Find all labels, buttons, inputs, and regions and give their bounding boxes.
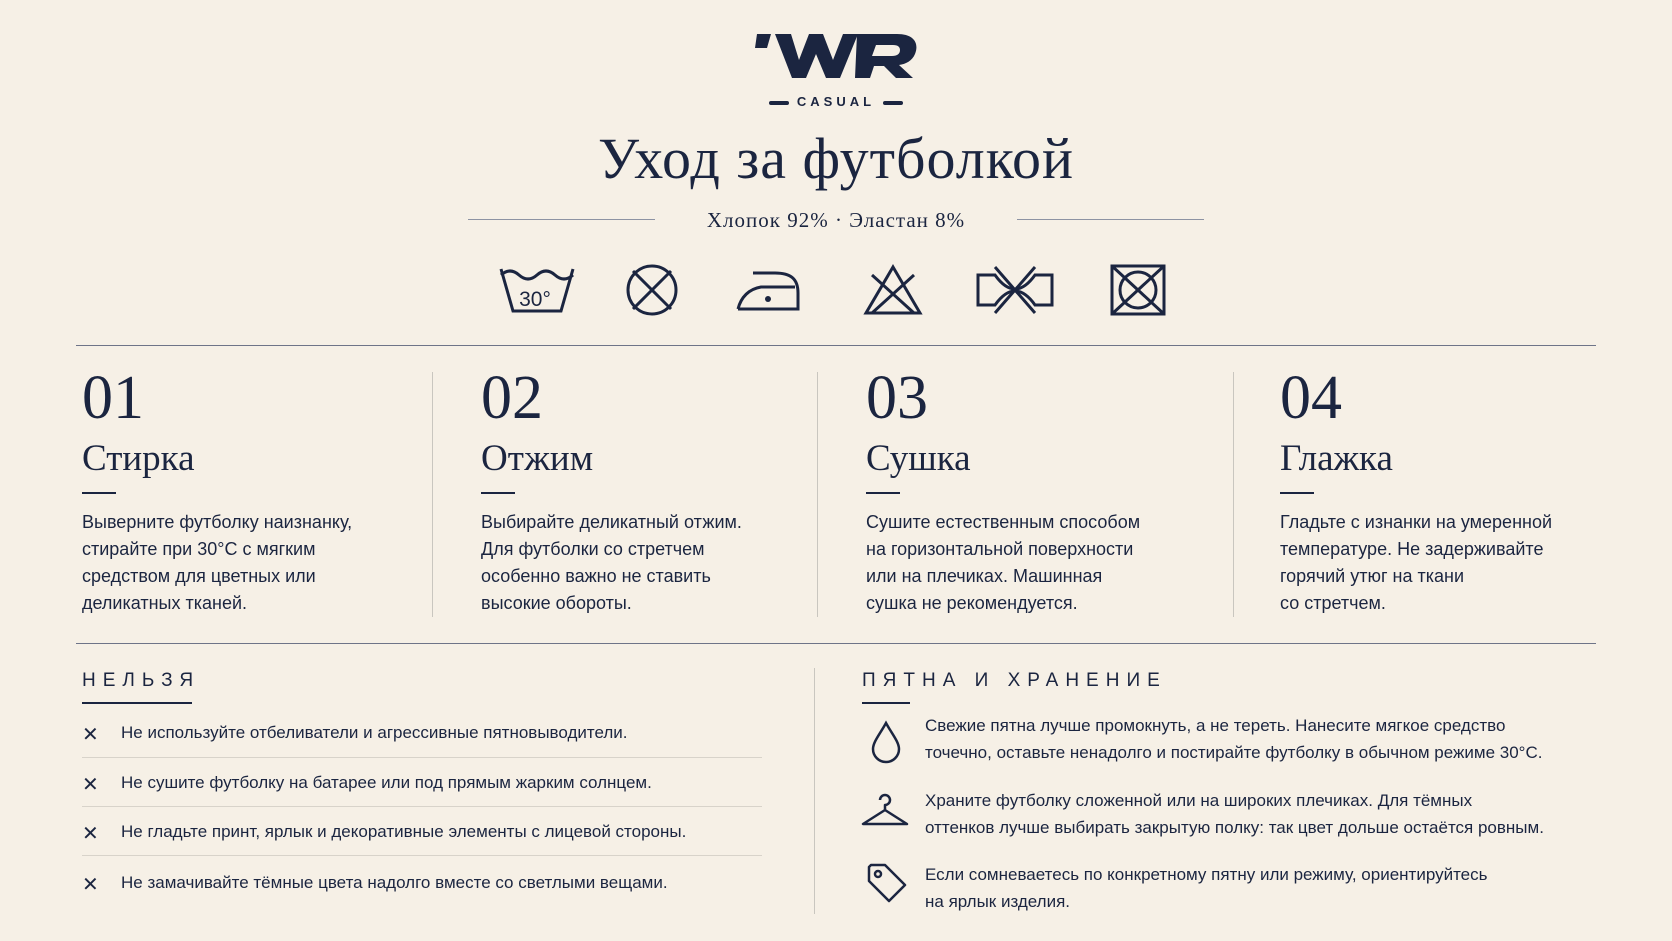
step-number: 04 [1280, 364, 1342, 432]
iron-low-icon [735, 263, 803, 317]
wr-logo-icon [751, 30, 921, 90]
drop-icon [869, 720, 903, 764]
care-symbols-row [0, 263, 1672, 321]
dont-item [82, 722, 762, 770]
step-line: Гладьте с изнанки на умеренной [1280, 512, 1553, 532]
tip-text [925, 861, 1605, 915]
no-wring-icon [975, 263, 1055, 317]
wash-30-icon [498, 263, 576, 317]
tip-line: Храните футболку сложенной или на широких плечиках. Для тёмных [925, 791, 1473, 810]
tag-icon [865, 861, 909, 905]
step-divider [432, 372, 433, 617]
step-line: стирайте при 30°C с мягким [82, 539, 316, 559]
tip-text [925, 787, 1605, 841]
step-line: на горизонтальной поверхности [866, 539, 1134, 559]
step-line: сушка не рекомендуется. [866, 593, 1078, 613]
donts-heading-underline [82, 702, 192, 704]
step-divider [817, 372, 818, 617]
dont-item [82, 872, 762, 920]
step-underline [1280, 492, 1314, 494]
step-wash [82, 365, 412, 617]
step-spin [481, 365, 811, 617]
tip-label [860, 861, 1600, 921]
no-machine-dry-icon [1108, 263, 1168, 317]
dont-separator [82, 757, 762, 758]
tip-stains [860, 712, 1600, 772]
step-text [82, 509, 412, 617]
no-tumble-dry-icon [623, 263, 681, 317]
cross-icon: ✕ [82, 774, 99, 796]
step-line: средством для цветных или [82, 566, 316, 586]
step-line: или на плечиках. Машинная [866, 566, 1103, 586]
step-dry [866, 365, 1206, 617]
step-line: Выверните футболку наизнанку, [82, 512, 353, 532]
step-number: 03 [866, 364, 928, 432]
step-number: 02 [481, 364, 543, 432]
tip-storage [860, 787, 1600, 847]
tip-line: на ярлык изделия. [925, 892, 1071, 911]
tip-text [925, 712, 1605, 766]
brand-logo [0, 30, 1672, 90]
dont-text: Не используйте отбеливатели и агрессивные пятновыводители. [121, 723, 628, 742]
tip-line: точечно, оставьте ненадолго и постирайте футболку в обычном режиме 30°C. [925, 743, 1543, 762]
donts-heading: НЕЛЬЗЯ [82, 670, 201, 691]
step-line: горячий утюг на ткани [1280, 566, 1465, 586]
section-divider [814, 668, 815, 914]
step-iron [1280, 365, 1610, 617]
step-line: со стретчем. [1280, 593, 1386, 613]
step-line: высокие обороты. [481, 593, 632, 613]
stains-heading: ПЯТНА И ХРАНЕНИЕ [862, 670, 1167, 691]
step-line: Сушите естественным способом [866, 512, 1141, 532]
composition-subtitle: Хлопок 92% · Эластан 8% [706, 208, 966, 232]
step-divider [1233, 372, 1234, 617]
step-line: особенно важно не ставить [481, 566, 711, 586]
step-text [1280, 509, 1610, 617]
brand-sub-text: CASUAL [796, 94, 876, 109]
hanger-icon [860, 791, 910, 831]
dont-separator [82, 855, 762, 856]
cross-icon: ✕ [82, 823, 99, 845]
step-text [866, 509, 1206, 617]
dont-text: Не замачивайте тёмные цвета надолго вместе со светлыми вещами. [121, 873, 668, 892]
step-number: 01 [82, 364, 144, 432]
tip-line: Свежие пятна лучше промокнуть, а не тереть. Нанесите мягкое средство [925, 716, 1506, 735]
dont-item [82, 772, 762, 820]
cross-icon: ✕ [82, 724, 99, 746]
step-underline [481, 492, 515, 494]
no-bleach-icon [862, 263, 924, 317]
stains-heading-underline [862, 702, 910, 704]
step-underline [866, 492, 900, 494]
tip-line: оттенков лучше выбирать закрытую полку: так цвет дольше остаётся ровным. [925, 818, 1544, 837]
brand-subline [0, 94, 1672, 109]
page-title: Уход за футболкой [598, 126, 1074, 191]
step-line: деликатных тканей. [82, 593, 248, 613]
step-line: Выбирайте деликатный отжим. [481, 512, 742, 532]
dont-text: Не гладьте принт, ярлык и декоративные элементы с лицевой стороны. [121, 822, 687, 841]
dont-text: Не сушите футболку на батарее или под прямым жарким солнцем. [121, 773, 652, 792]
step-text [481, 509, 811, 617]
dont-separator [82, 806, 762, 807]
dont-item [82, 821, 762, 869]
step-title: Стирка [82, 438, 195, 479]
divider-top [76, 345, 1596, 346]
step-line: температуре. Не задерживайте [1280, 539, 1544, 559]
step-underline [82, 492, 116, 494]
divider-middle [76, 643, 1596, 644]
step-title: Сушка [866, 438, 971, 479]
cross-icon: ✕ [82, 874, 99, 896]
step-title: Отжим [481, 438, 594, 479]
step-line: Для футболки со стретчем [481, 539, 705, 559]
wash-temp-label: 30° [519, 288, 551, 311]
tip-line: Если сомневаетесь по конкретному пятну или режиму, ориентируйтесь [925, 865, 1488, 884]
step-title: Глажка [1280, 438, 1393, 479]
